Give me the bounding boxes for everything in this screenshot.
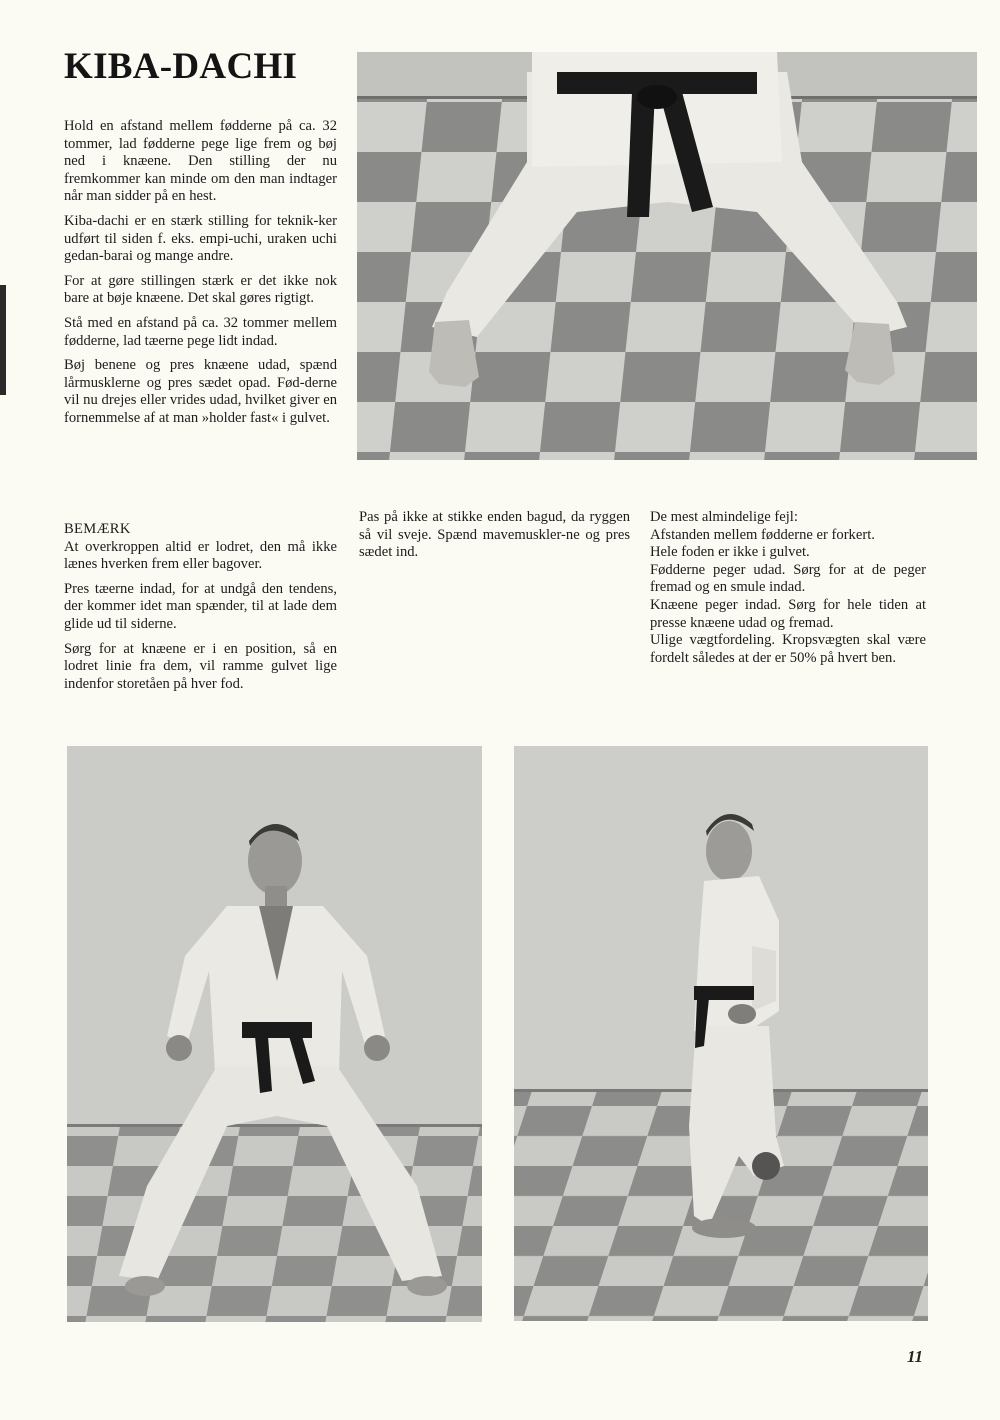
paragraph: Hold en afstand mellem fødderne på ca. 32 tommer, lad fødderne pege lige frem og bøj ned i knæene. Den stilling der nu fremkommer kan minde om den man indtager når man sidder på en hest. xyxy=(64,118,337,205)
paragraph: At overkroppen altid er lodret, den må ikke lænes hverken frem eller bagover. xyxy=(64,538,337,573)
error-item: Fødderne peger udad. Sørg for at de peger fremad og en smule indad. xyxy=(650,561,926,596)
errors-heading: De mest almindelige fejl: xyxy=(650,509,798,525)
photo-front-view xyxy=(67,746,482,1322)
paragraph: Pas på ikke at stikke enden bagud, da ryggen så vil sveje. Spænd mavemuskler-ne og pres sædet ind. xyxy=(359,509,630,561)
paragraph: Sørg for at knæene er i en position, så en lodret linie fra dem, vil ramme gulvet lige indenfor storetåen på hver fod. xyxy=(64,640,337,692)
page-edge-mark xyxy=(0,285,6,395)
error-item: Ulige vægtfordeling. Kropsvægten skal være fordelt således at der er 50% på hvert ben. xyxy=(650,632,926,666)
note-column xyxy=(64,521,337,700)
photo-side-view xyxy=(514,746,928,1321)
error-item: Knæene peger indad. Sørg for hele tiden at presse knæene udad og fremad. xyxy=(650,596,926,631)
middle-column xyxy=(359,509,630,569)
page-number: 11 xyxy=(907,1347,924,1366)
paragraph: Pres tæerne indad, for at undgå den tendens, der kommer idet man spænder, til at lade dem glide ud til siderne. xyxy=(64,580,337,632)
paragraph: Bøj benene og pres knæene udad, spænd lårmusklerne og pres sædet opad. Fød-derne vil nu drejes eller vrides udad, hvilket giver en fornemmelse af at man »holder fast« i gulvet. xyxy=(64,357,337,426)
intro-column xyxy=(64,118,337,435)
error-item: Afstanden mellem fødderne er forkert. xyxy=(650,526,875,543)
paragraph: For at gøre stillingen stærk er det ikke nok bare at bøje knæene. Det skal gøres rigtigt. xyxy=(64,272,337,307)
paragraph: Stå med en afstand på ca. 32 tommer mellem fødderne, lad tæerne pege lidt indad. xyxy=(64,314,337,349)
photo-stance-closeup xyxy=(357,52,977,460)
photo-stance-closeup-image xyxy=(357,52,977,460)
common-errors-column xyxy=(650,509,926,667)
photo-side-view-image xyxy=(514,746,928,1321)
page-title: KIBA-DACHI xyxy=(64,46,298,87)
photo-front-view-image xyxy=(67,746,482,1322)
paragraph: Kiba-dachi er en stærk stilling for teknik-ker udført til siden f. eks. empi-uchi, uraken uchi gedan-barai og mange andre. xyxy=(64,212,337,265)
note-heading: BEMÆRK xyxy=(64,521,131,537)
error-item: Hele foden er ikke i gulvet. xyxy=(650,544,810,561)
